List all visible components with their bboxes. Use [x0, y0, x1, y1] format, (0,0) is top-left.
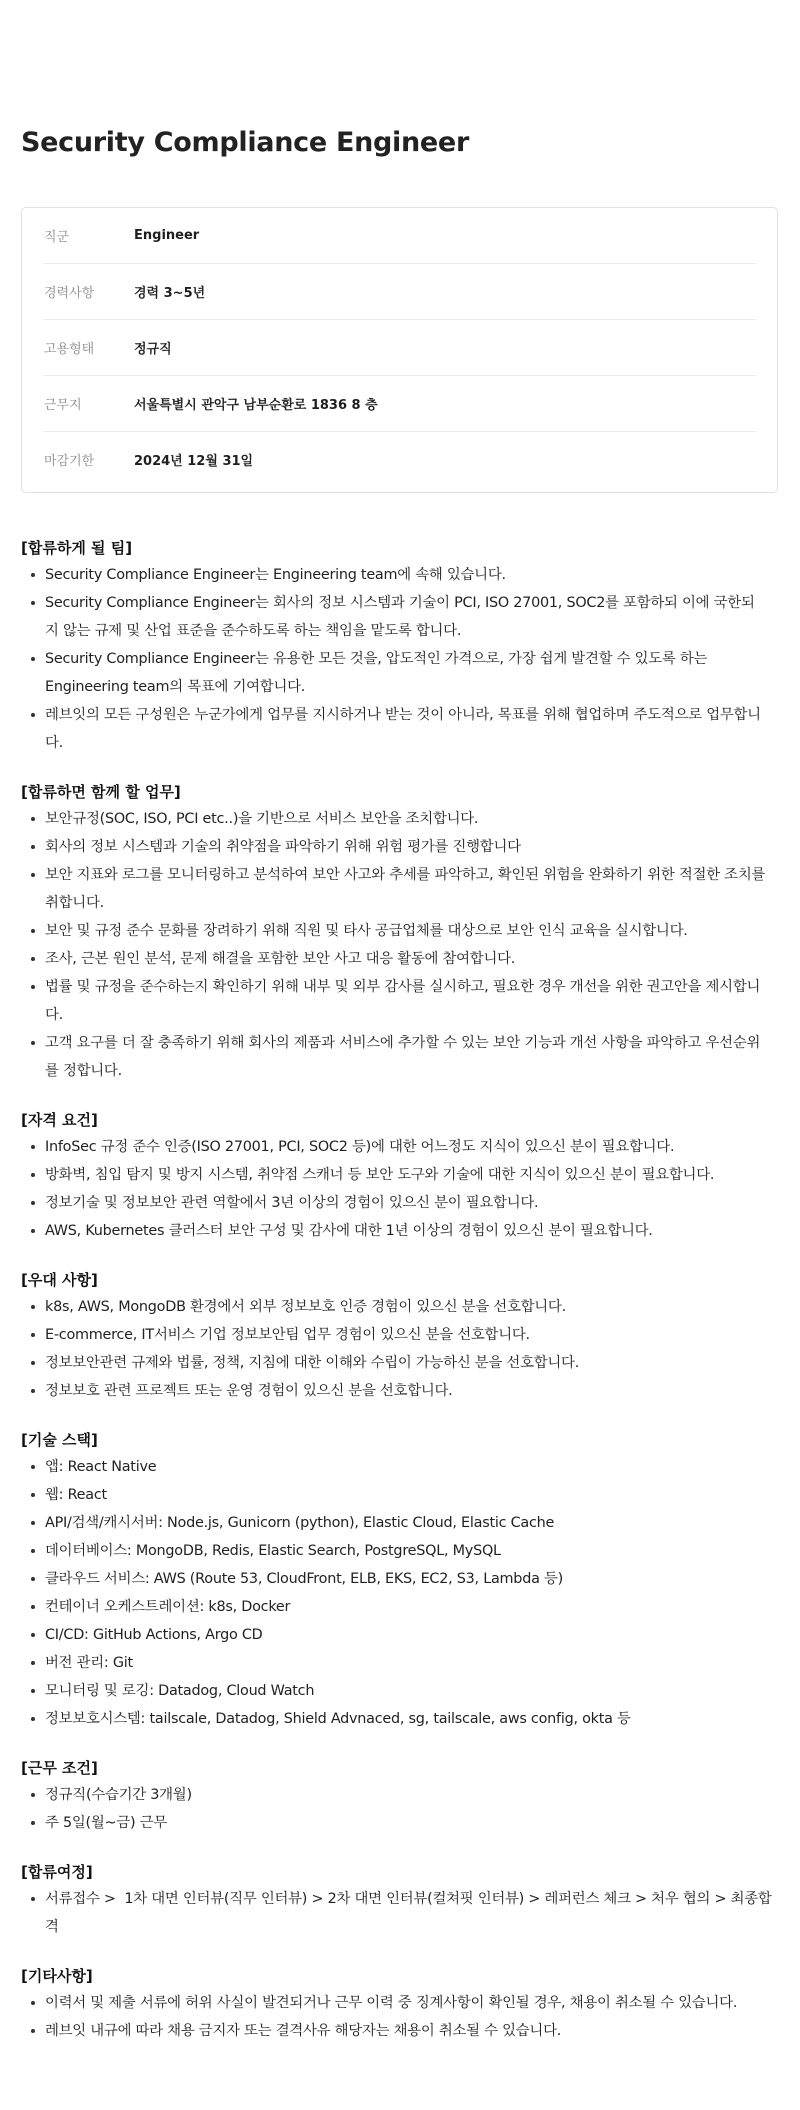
list-item: 이력서 및 제출 서류에 허위 사실이 발견되거나 근무 이력 중 징계사항이 확인될 경우, 채용이 취소될 수 있습니다.	[21, 1989, 779, 2017]
info-row	[43, 320, 756, 376]
list-item: E-commerce, IT서비스 기업 정보보안팀 업무 경험이 있으신 분을 선호합니다.	[21, 1321, 779, 1349]
section	[21, 781, 779, 1085]
info-row	[43, 264, 756, 320]
list-item: 법률 및 규정을 준수하는지 확인하기 위해 내부 및 외부 감사를 실시하고, 필요한 경우 개선을 위한 권고안을 제시합니 다.	[21, 973, 779, 1029]
list-item: 정보보안관련 규제와 법률, 정책, 지침에 대한 이해와 수립이 가능하신 분을 선호합니다.	[21, 1349, 779, 1377]
list-item: 버전 관리: Git	[21, 1649, 779, 1677]
list-item: 주 5일(월~금) 근무	[21, 1809, 779, 1837]
info-label: 근무지	[44, 398, 82, 413]
list-item: 정보보호 관련 프로젝트 또는 운영 경험이 있으신 분을 선호합니다.	[21, 1377, 779, 1405]
section-list	[21, 1133, 779, 1245]
section-list	[21, 1781, 779, 1837]
list-item: Security Compliance Engineer는 회사의 정보 시스템과 기술이 PCI, ISO 27001, SOC2를 포함하되 이에 국한되 지 않는 규제 및 산업 표준을 준수하도록 하는 책임을 맡도록 합니다.	[21, 589, 779, 645]
list-item: k8s, AWS, MongoDB 환경에서 외부 정보보호 인증 경험이 있으신 분을 선호합니다.	[21, 1293, 779, 1321]
section-list	[21, 805, 779, 1085]
section-list	[21, 561, 779, 757]
list-item: 클라우드 서비스: AWS (Route 53, CloudFront, ELB, EKS, EC2, S3, Lambda 등)	[21, 1565, 779, 1593]
section-title: [합류여정]	[21, 1863, 93, 1881]
section	[21, 1861, 779, 1941]
info-label: 경력사항	[44, 286, 95, 301]
section	[21, 537, 779, 757]
info-row	[43, 376, 756, 432]
section-title: [우대 사항]	[21, 1271, 98, 1289]
section	[21, 1109, 779, 1245]
section-title: [합류하게 될 팀]	[21, 539, 133, 557]
page-title: Security Compliance Engineer	[21, 127, 469, 158]
info-value: 경력 3~5년	[134, 286, 206, 301]
list-item: 컨테이너 오케스트레이션: k8s, Docker	[21, 1593, 779, 1621]
info-label: 고용형태	[44, 342, 95, 357]
list-item: 데이터베이스: MongoDB, Redis, Elastic Search, PostgreSQL, MySQL	[21, 1537, 779, 1565]
section-list	[21, 1293, 779, 1405]
list-item: 보안 지표와 로그를 모니터링하고 분석하여 보안 사고와 추세를 파악하고, 확인된 위험을 완화하기 위한 적절한 조치를 취합니다.	[21, 861, 779, 917]
list-item: Security Compliance Engineer는 Engineering team에 속해 있습니다.	[21, 561, 779, 589]
section	[21, 1965, 779, 2045]
section-list	[21, 1453, 779, 1733]
list-item: 정보기술 및 정보보안 관련 역할에서 3년 이상의 경험이 있으신 분이 필요합니다.	[21, 1189, 779, 1217]
info-row	[43, 432, 756, 487]
section-list	[21, 1885, 779, 1941]
list-item: API/검색/캐시서버: Node.js, Gunicorn (python), Elastic Cloud, Elastic Cache	[21, 1509, 779, 1537]
section-title: [기술 스택]	[21, 1431, 98, 1449]
section-title: [근무 조건]	[21, 1759, 98, 1777]
info-value: 2024년 12월 31일	[134, 454, 254, 469]
list-item: 레브잇의 모든 구성원은 누군가에게 업무를 지시하거나 받는 것이 아니라, 목표를 위해 협업하며 주도적으로 업무합니 다.	[21, 701, 779, 757]
list-item: 고객 요구를 더 잘 충족하기 위해 회사의 제품과 서비스에 추가할 수 있는 보안 기능과 개선 사항을 파악하고 우선순위 를 정합니다.	[21, 1029, 779, 1085]
list-item: 앱: React Native	[21, 1453, 779, 1481]
list-item: 보안규정(SOC, ISO, PCI etc..)을 기반으로 서비스 보안을 조치합니다.	[21, 805, 779, 833]
info-value: Engineer	[134, 228, 200, 243]
section	[21, 1429, 779, 1733]
list-item: CI/CD: GitHub Actions, Argo CD	[21, 1621, 779, 1649]
list-item: 모니터링 및 로깅: Datadog, Cloud Watch	[21, 1677, 779, 1705]
list-item: 정보보호시스템: tailscale, Datadog, Shield Advnaced, sg, tailscale, aws config, okta 등	[21, 1705, 779, 1733]
job-description	[21, 537, 779, 2045]
list-item: 회사의 정보 시스템과 기술의 취약점을 파악하기 위해 위험 평가를 진행합니다	[21, 833, 779, 861]
info-row	[43, 208, 756, 264]
list-item: 정규직(수습기간 3개월)	[21, 1781, 779, 1809]
section-list	[21, 1989, 779, 2045]
list-item: 조사, 근본 원인 분석, 문제 해결을 포함한 보안 사고 대응 활동에 참여합니다.	[21, 945, 779, 973]
list-item: Security Compliance Engineer는 유용한 모든 것을, 압도적인 가격으로, 가장 쉽게 발견할 수 있도록 하는 Engineering team의 목표에 기여합니다.	[21, 645, 779, 701]
info-label: 직군	[44, 230, 70, 245]
list-item: AWS, Kubernetes 클러스터 보안 구성 및 감사에 대한 1년 이상의 경험이 있으신 분이 필요합니다.	[21, 1217, 779, 1245]
info-value: 서울특별시 관악구 남부순환로 1836 8 층	[134, 398, 378, 413]
job-info-card	[21, 207, 778, 493]
info-value: 정규직	[134, 342, 172, 357]
section-title: [기타사항]	[21, 1967, 93, 1985]
info-label: 마감기한	[44, 454, 95, 469]
list-item: 서류접수 > 1차 대면 인터뷰(직무 인터뷰) > 2차 대면 인터뷰(컬쳐핏 인터뷰) > 레퍼런스 체크 > 처우 협의 > 최종합격	[21, 1885, 779, 1941]
list-item: 웹: React	[21, 1481, 779, 1509]
list-item: 레브잇 내규에 따라 채용 금지자 또는 결격사유 해당자는 채용이 취소될 수 있습니다.	[21, 2017, 779, 2045]
section	[21, 1757, 779, 1837]
section-title: [자격 요건]	[21, 1111, 98, 1129]
list-item: InfoSec 규정 준수 인증(ISO 27001, PCI, SOC2 등)에 대한 어느정도 지식이 있으신 분이 필요합니다.	[21, 1133, 779, 1161]
list-item: 방화벽, 침입 탐지 및 방지 시스템, 취약점 스캐너 등 보안 도구와 기술에 대한 지식이 있으신 분이 필요합니다.	[21, 1161, 779, 1189]
section	[21, 1269, 779, 1405]
list-item: 보안 및 규정 준수 문화를 장려하기 위해 직원 및 타사 공급업체를 대상으로 보안 인식 교육을 실시합니다.	[21, 917, 779, 945]
section-title: [합류하면 함께 할 업무]	[21, 783, 181, 801]
